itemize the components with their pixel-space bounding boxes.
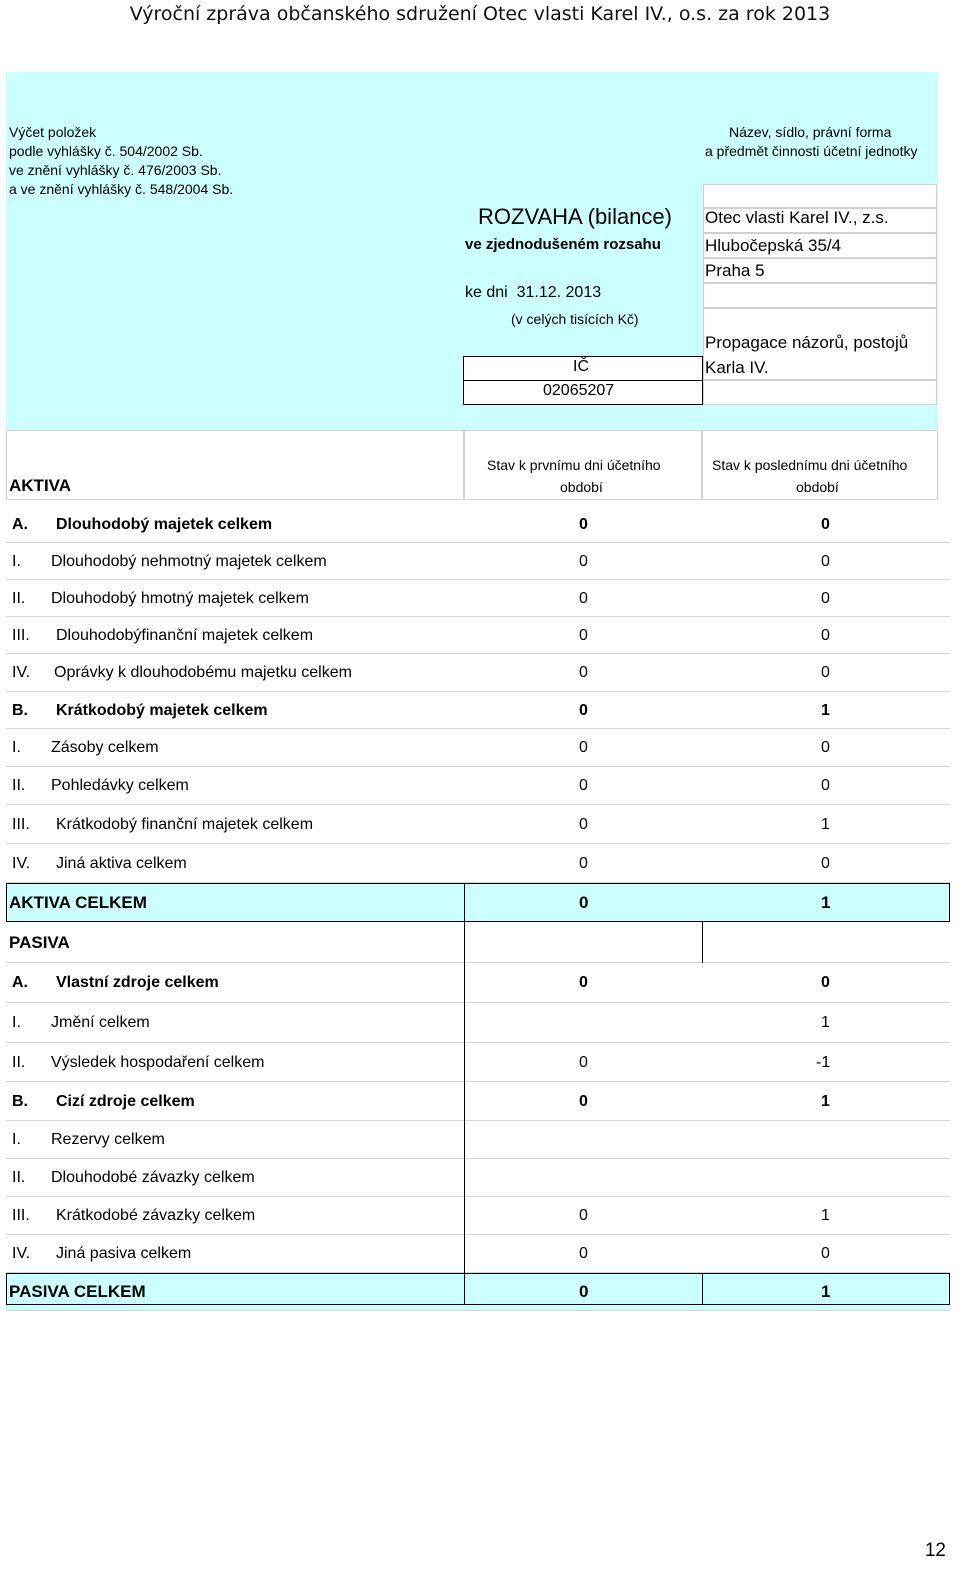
table-row — [6, 1121, 950, 1159]
row-label: Jiná pasiva celkem — [56, 1245, 192, 1262]
row-code: IV. — [12, 855, 31, 872]
section-aktiva: AKTIVA — [9, 476, 72, 495]
row-value-first: 0 — [579, 777, 588, 794]
row-value-first: 0 — [579, 974, 588, 991]
column-divider — [702, 922, 703, 963]
row-code: II. — [12, 777, 26, 794]
statement-date: ke dni 31.12. 2013 — [465, 284, 602, 301]
row-label: Oprávky k dlouhodobému majetku celkem — [54, 664, 352, 681]
row-label: Výsledek hospodaření celkem — [51, 1054, 265, 1071]
entity-box-blank — [703, 184, 937, 208]
row-label: Rezervy celkem — [51, 1131, 165, 1148]
col-header-left — [6, 430, 464, 500]
row-value-last: 0 — [821, 1245, 830, 1262]
row-label: Krátkodobý finanční majetek celkem — [56, 816, 314, 833]
row-label: Jiná aktiva celkem — [56, 855, 187, 872]
row-code: IV. — [12, 664, 31, 681]
table-row — [6, 805, 950, 844]
row-label: Krátkodobé závazky celkem — [56, 1207, 256, 1224]
row-value-first: 0 — [579, 627, 588, 644]
row-value-last: 0 — [821, 590, 830, 607]
row-code: A. — [12, 516, 28, 533]
row-value-last: 0 — [821, 777, 830, 794]
right-note-line-1: Název, sídlo, právní forma — [729, 124, 892, 140]
page-number: 12 — [924, 1540, 946, 1561]
row-code: B. — [12, 702, 28, 719]
row-value-last: 1 — [821, 1282, 831, 1301]
entity-activity-line-1: Propagace názorů, postojů — [705, 333, 909, 352]
row-value-first: 0 — [579, 816, 588, 833]
row-value-first: 0 — [579, 516, 588, 533]
row-value-first: 0 — [579, 590, 588, 607]
row-value-last: 1 — [821, 1093, 830, 1110]
row-value-last: 0 — [821, 739, 830, 756]
row-value-first: 0 — [579, 1054, 588, 1071]
left-note-line-2: podle vyhlášky č. 504/2002 Sb. — [9, 143, 203, 159]
row-label: Vlastní zdroje celkem — [56, 974, 219, 991]
total-box-border — [6, 1273, 950, 1305]
row-value-last: 1 — [821, 1014, 830, 1031]
row-value-first: 0 — [579, 893, 589, 912]
row-value-first: 0 — [579, 664, 588, 681]
entity-activity-line-2: Karla IV. — [705, 358, 769, 377]
left-note-line-3: ve znění vyhlášky č. 476/2003 Sb. — [9, 162, 222, 178]
entity-address-street: Hlubočepská 35/4 — [705, 236, 842, 255]
right-note-line-2: a předmět činnosti účetní jednotky — [705, 143, 918, 159]
col-last-label-line-1: Stav k poslednímu dni účetního — [712, 457, 908, 473]
row-code: III. — [12, 1207, 30, 1224]
row-label: Zásoby celkem — [51, 739, 159, 756]
row-value-last: 1 — [821, 1207, 830, 1224]
statement-scope: ve zjednodušeném rozsahu — [465, 236, 661, 253]
row-label: AKTIVA CELKEM — [9, 893, 147, 912]
entity-name: Otec vlasti Karel IV., z.s. — [705, 208, 889, 227]
row-code: I. — [12, 1131, 21, 1148]
row-label: Dlouhodobý nehmotný majetek celkem — [51, 553, 327, 570]
table-row — [6, 844, 950, 883]
row-label: Dlouhodobé závazky celkem — [51, 1169, 255, 1186]
row-code: I. — [12, 1014, 21, 1031]
statement-units: (v celých tisících Kč) — [511, 311, 639, 327]
table-row — [6, 543, 950, 580]
row-label: Pohledávky celkem — [51, 777, 189, 794]
column-divider — [702, 1273, 703, 1305]
table-row — [6, 767, 950, 805]
row-value-last: 0 — [821, 664, 830, 681]
row-value-first: 0 — [579, 1282, 589, 1301]
row-code: III. — [12, 627, 30, 644]
table-row — [6, 1043, 950, 1082]
row-value-first: 0 — [579, 739, 588, 756]
row-value-first: 0 — [579, 1245, 588, 1262]
entity-box-blank3 — [703, 380, 937, 405]
row-label: Dlouhodobý majetek celkem — [56, 516, 273, 533]
row-label: PASIVA — [9, 933, 70, 952]
section-row — [6, 922, 950, 963]
row-value-last: 0 — [821, 627, 830, 644]
row-value-last: 1 — [821, 702, 830, 719]
row-value-last: 0 — [821, 855, 830, 872]
header-panel-edge — [938, 72, 950, 430]
row-value-first: 0 — [579, 1093, 588, 1110]
table-row — [6, 617, 950, 654]
row-code: III. — [12, 816, 30, 833]
row-value-last: 1 — [821, 893, 831, 912]
row-value-last: 0 — [821, 553, 830, 570]
row-value-first: 0 — [579, 702, 588, 719]
row-label: Dlouhodobýfinanční majetek celkem — [56, 627, 314, 644]
table-row — [6, 729, 950, 767]
row-value-last: 1 — [821, 816, 830, 833]
document-title: Výroční zpráva občanského sdružení Otec vlasti Karel IV., o.s. za rok 2013 — [129, 3, 831, 25]
row-code: II. — [12, 590, 26, 607]
table-row — [6, 963, 950, 1003]
table-row — [6, 1082, 950, 1121]
table-row — [6, 580, 950, 617]
row-code: II. — [12, 1054, 26, 1071]
ic-value: 02065207 — [543, 382, 615, 399]
col-last-label-line-2: období — [796, 479, 839, 495]
row-value-first: 0 — [579, 553, 588, 570]
left-note-line-4: a ve znění vyhlášky č. 548/2004 Sb. — [9, 181, 234, 197]
table-row — [6, 692, 950, 729]
table-row — [6, 506, 950, 543]
row-code: B. — [12, 1093, 28, 1110]
row-label: Jmění celkem — [51, 1014, 150, 1031]
row-value-first: 0 — [579, 1207, 588, 1224]
row-value-first: 0 — [579, 855, 588, 872]
row-value-last: -1 — [816, 1054, 831, 1071]
row-code: I. — [12, 739, 21, 756]
left-note-line-1: Výčet položek — [9, 124, 97, 140]
table-row — [6, 1003, 950, 1043]
ic-label: IČ — [573, 358, 589, 375]
table-row — [6, 654, 950, 692]
total-box-border — [6, 883, 950, 922]
row-code: A. — [12, 974, 28, 991]
table-row — [6, 1235, 950, 1273]
col-first-label-line-1: Stav k prvnímu dni účetního — [487, 457, 661, 473]
statement-title: ROZVAHA (bilance) — [478, 204, 672, 229]
row-code: IV. — [12, 1245, 31, 1262]
table-row — [6, 1159, 950, 1197]
row-label: Cizí zdroje celkem — [56, 1093, 195, 1110]
col-first-label-line-2: období — [560, 479, 603, 495]
row-label: PASIVA CELKEM — [9, 1282, 146, 1301]
row-code: II. — [12, 1169, 26, 1186]
entity-box-blank2 — [703, 283, 937, 308]
table-row — [6, 1197, 950, 1235]
row-label: Krátkodobý majetek celkem — [56, 702, 268, 719]
row-value-last: 0 — [821, 516, 830, 533]
entity-address-city: Praha 5 — [705, 261, 765, 280]
row-value-last: 0 — [821, 974, 830, 991]
row-label: Dlouhodobý hmotný majetek celkem — [51, 590, 309, 607]
column-divider — [464, 922, 465, 963]
row-code: I. — [12, 553, 21, 570]
